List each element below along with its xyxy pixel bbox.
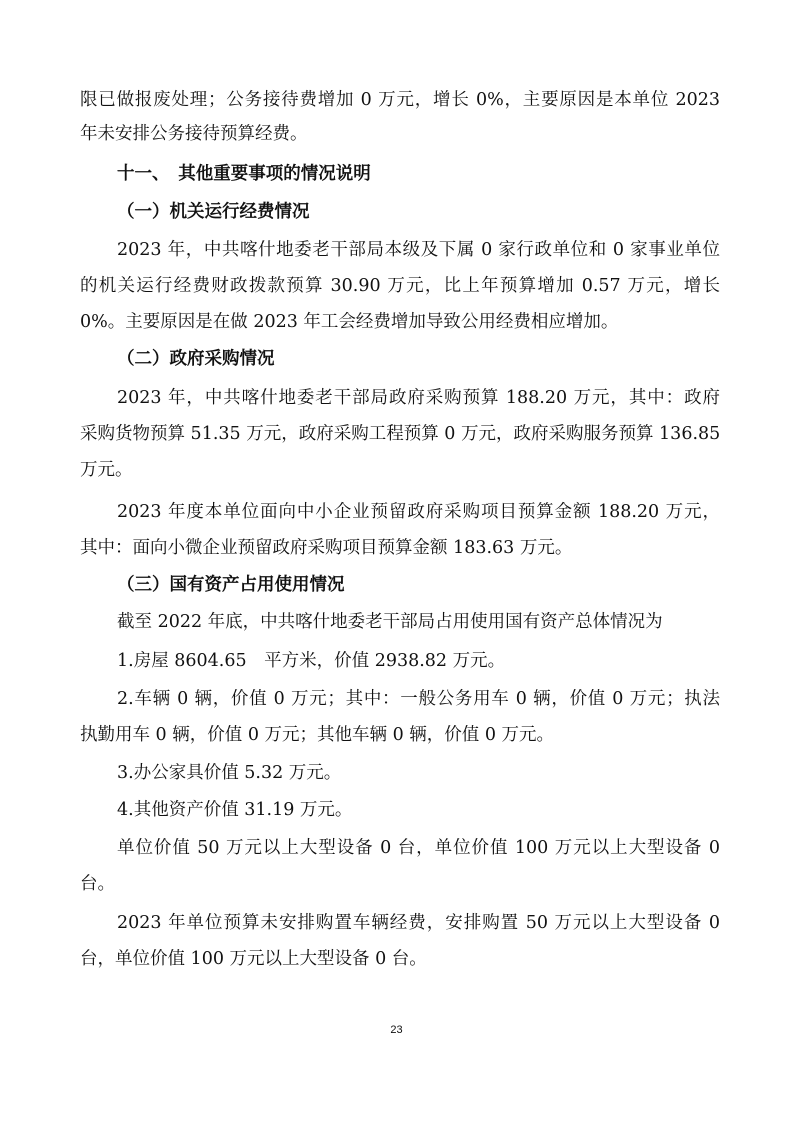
paragraph-line: 截至 2022 年底，中共喀什地委老干部局占用使用国有资产总体情况为 bbox=[117, 612, 663, 632]
paragraph-line: 万元。 bbox=[80, 460, 133, 480]
subsection-heading: （三）国有资产占用使用情况 bbox=[117, 575, 345, 595]
paragraph-line: 其中：面向小微企业预留政府采购项目预算金额 183.63 万元。 bbox=[80, 538, 573, 558]
list-item: 1.房屋 8604.65 平方米，价值 2938.82 万元。 bbox=[117, 651, 506, 671]
paragraph-line: 2023 年，中共喀什地委老干部局本级及下属 0 家行政单位和 0 家事业单位 bbox=[117, 240, 720, 260]
section-heading: 十一、 其他重要事项的情况说明 bbox=[117, 164, 371, 184]
subsection-heading: （二）政府采购情况 bbox=[117, 349, 275, 369]
paragraph-line: 台。 bbox=[80, 874, 115, 894]
subsection-heading: （一）机关运行经费情况 bbox=[117, 202, 310, 222]
page-number: 23 bbox=[390, 1024, 403, 1036]
list-item-continuation: 执勤用车 0 辆，价值 0 万元；其他车辆 0 辆，价值 0 万元。 bbox=[80, 725, 555, 745]
paragraph-line: 的机关运行经费财政拨款预算 30.90 万元，比上年预算增加 0.57 万元，增长 bbox=[80, 276, 720, 296]
list-item: 2.车辆 0 辆，价值 0 万元；其中：一般公务用车 0 辆，价值 0 万元；执法 bbox=[117, 689, 720, 709]
list-item: 4.其他资产价值 31.19 万元。 bbox=[117, 800, 353, 820]
paragraph-line: 2023 年，中共喀什地委老干部局政府采购预算 188.20 万元，其中：政府 bbox=[117, 388, 720, 408]
paragraph-line: 2023 年单位预算未安排购置车辆经费，安排购置 50 万元以上大型设备 0 bbox=[117, 913, 720, 933]
list-item: 3.办公家具价值 5.32 万元。 bbox=[117, 763, 342, 783]
paragraph-line: 年未安排公务接待预算经费。 bbox=[80, 124, 308, 144]
paragraph-line: 单位价值 50 万元以上大型设备 0 台，单位价值 100 万元以上大型设备 0 bbox=[117, 838, 720, 858]
paragraph-line: 台，单位价值 100 万元以上大型设备 0 台。 bbox=[80, 949, 427, 969]
paragraph-line: 采购货物预算 51.35 万元，政府采购工程预算 0 万元，政府采购服务预算 136.85 bbox=[80, 424, 721, 444]
paragraph-line: 2023 年度本单位面向中小企业预留政府采购项目预算金额 188.20 万元， bbox=[117, 502, 720, 522]
paragraph-line: 0%。主要原因是在做 2023 年工会经费增加导致公用经费相应增加。 bbox=[80, 312, 619, 332]
paragraph-line: 限已做报废处理；公务接待费增加 0 万元，增长 0%，主要原因是本单位 2023 bbox=[80, 90, 720, 110]
